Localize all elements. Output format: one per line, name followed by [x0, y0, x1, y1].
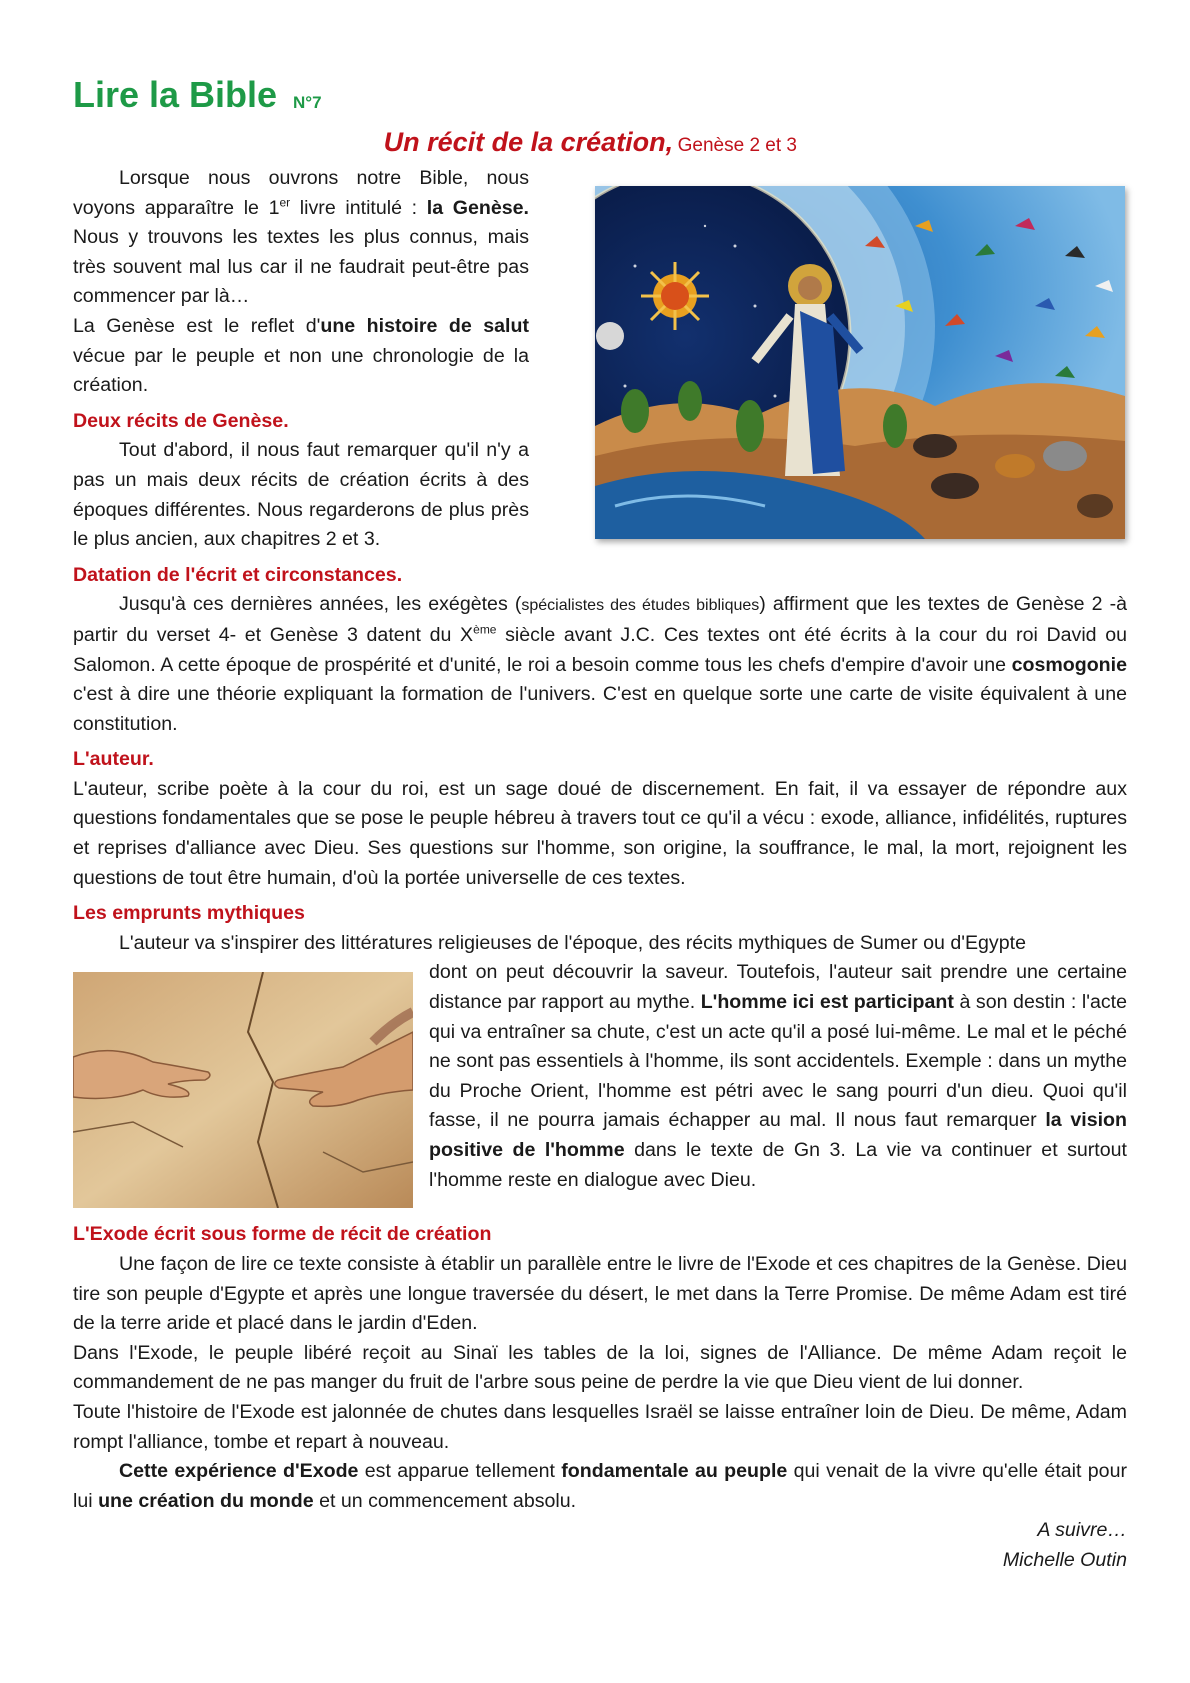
- subtitle-main: Un récit de la création,: [383, 127, 674, 157]
- section5-p3: Toute l'histoire de l'Exode est jalonnée de chutes dans lesquelles Israël se laisse entraîner loin de Dieu. De même, Adam rompt l'alliance, tombe et repart à nouveau.: [73, 1401, 1127, 1453]
- section5-p4-text-c: et un commencement absolu.: [313, 1489, 577, 1512]
- section5-p4-text-b: qui venait de la vivre qu'elle était pour lui: [73, 1460, 1127, 1512]
- section4-bold2: la vision positive de l'homme: [429, 1109, 1127, 1161]
- intro-text-b: livre intitulé :: [290, 196, 427, 219]
- section3-paragraph: L'auteur, scribe poète à la cour du roi, est un sage doué de discernement. En fait, il va essayer de répondre aux questions fondamentales que se pose le peuple hébreu à travers tout ce qu'il a vécu : exode, alliance, infidélités, ruptures et reprises d'alliance avec Dieu. Ses questions sur l'homme, son origine, la souffrance, le mal, la mort, rejoignent les questions de tout être humain, d'où la portée universelle de ces textes.: [73, 777, 1127, 889]
- heading-datation: Datation de l'écrit et circonstances.: [73, 563, 403, 586]
- section2-sup: ème: [473, 622, 497, 637]
- section2-text-b: ) affirment que les textes de Genèse 2 -à partir du verset 4- et Genèse 3 datent du X: [73, 593, 1127, 646]
- signature-author: Michelle Outin: [1002, 1548, 1127, 1571]
- page-title: Lire la Bible: [73, 74, 278, 115]
- intro-paragraph: [73, 164, 529, 312]
- issue-number: N°7: [293, 93, 322, 112]
- intro-text-c: Nous y trouvons les textes les plus connus, mais très souvent mal lus car il ne faudrait peut-être pas commencer par là…: [73, 226, 529, 308]
- section2-small: spécialistes des études bibliques: [521, 597, 760, 615]
- subtitle: [73, 120, 797, 164]
- section2-bold: cosmogonie: [1011, 653, 1127, 676]
- section5-p4-bold3: une création du monde: [98, 1489, 314, 1512]
- section4-text-c: dans le texte de Gn 3. La vie va continuer et surtout l'homme reste en dialogue avec Dieu.: [429, 1139, 1127, 1191]
- heading-exode: L'Exode écrit sous forme de récit de création: [73, 1223, 492, 1246]
- section2-text-d: c'est à dire une théorie expliquant la formation de l'univers. C'est en quelque sorte une carte de visite équivalent à une constitution.: [73, 683, 1127, 735]
- section5-p4: [73, 1457, 1127, 1516]
- section2-paragraph: [73, 590, 1127, 739]
- section4-text-a: dont on peut découvrir la saveur. Toutefois, l'auteur sait prendre une certaine distance par rapport au mythe.: [429, 961, 1127, 1014]
- hands-fresco-image: [73, 972, 413, 1208]
- section4-bold1: L'homme ici est participant: [700, 991, 954, 1014]
- creation-mosaic-image: [595, 186, 1125, 539]
- section4-text-b: à son destin : l'acte qui va entraîner sa chute, c'est un acte qu'il a posé lui-même. Le mal et le péché ne sont pas essentiels à l'homme, ils sont accidentels. Exemple : dans un mythe du Proche Orient, l'homme est pétri avec le sang pourri d'un dieu. Quoi qu'il fasse, il ne pourra jamais échapper au mal. Il nous faut remarquer: [429, 991, 1127, 1132]
- intro2-paragraph: [73, 312, 529, 401]
- intro-bold: la Genèse.: [426, 196, 529, 219]
- section5-p1: Une façon de lire ce texte consiste à établir un parallèle entre le livre de l'Exode et ces chapitres de la Genèse. Dieu tire son peuple d'Egypte et après une longue traversée du désert, le met dans la Terre Promise. De même Adam est tiré de la terre aride et placé dans le jardin d'Eden.: [73, 1253, 1127, 1335]
- section1-paragraph: Tout d'abord, il nous faut remarquer qu'il n'y a pas un mais deux récits de création écrits à des époques différentes. Nous regarderons de plus près le plus ancien, aux chapitres 2 et 3.: [73, 439, 529, 551]
- title-row: [73, 70, 1127, 120]
- section2-text-a: Jusqu'à ces dernières années, les exégètes (: [119, 593, 522, 616]
- subtitle-ref: Genèse 2 et 3: [677, 135, 797, 156]
- section2-text-c: siècle avant J.C. Ces textes ont été écrits à la cour du roi David ou Salomon. A cette époque de prospérité et d'unité, le roi a besoin comme tous les chefs d'empire d'avoir une: [73, 623, 1127, 676]
- section5-p4-bold1: Cette expérience d'Exode: [119, 1460, 359, 1483]
- section4-block: [73, 958, 1127, 1214]
- intro2-text-a: La Genèse est le reflet d': [73, 314, 321, 337]
- heading-deux-recits: Deux récits de Genèse.: [73, 409, 289, 432]
- section4-line1: L'auteur va s'inspirer des littératures religieuses de l'époque, des récits mythiques de Sumer ou d'Egypte: [119, 931, 1026, 954]
- section5-p2: Dans l'Exode, le peuple libéré reçoit au Sinaï les tables de la loi, signes de l'Alliance. De même Adam reçoit le commandement de ne pas manger du fruit de l'arbre sous peine de perdre la vie que Dieu vient de lui donner.: [73, 1341, 1127, 1394]
- intro2-text-b: vécue par le peuple et non une chronologie de la création.: [73, 344, 529, 397]
- heading-emprunts: Les emprunts mythiques: [73, 902, 305, 925]
- intro-sup: er: [279, 195, 291, 210]
- page: [73, 70, 1127, 1576]
- section5-p4-bold2: fondamentale au peuple: [561, 1460, 788, 1483]
- intro-text-a: Lorsque nous ouvrons notre Bible, nous voyons apparaître le 1: [73, 167, 529, 219]
- intro2-bold: une histoire de salut: [320, 314, 529, 337]
- signature-line1: A suivre…: [1037, 1519, 1127, 1542]
- heading-auteur: L'auteur.: [73, 748, 154, 771]
- section5-p4-text-a: est apparue tellement: [358, 1460, 562, 1483]
